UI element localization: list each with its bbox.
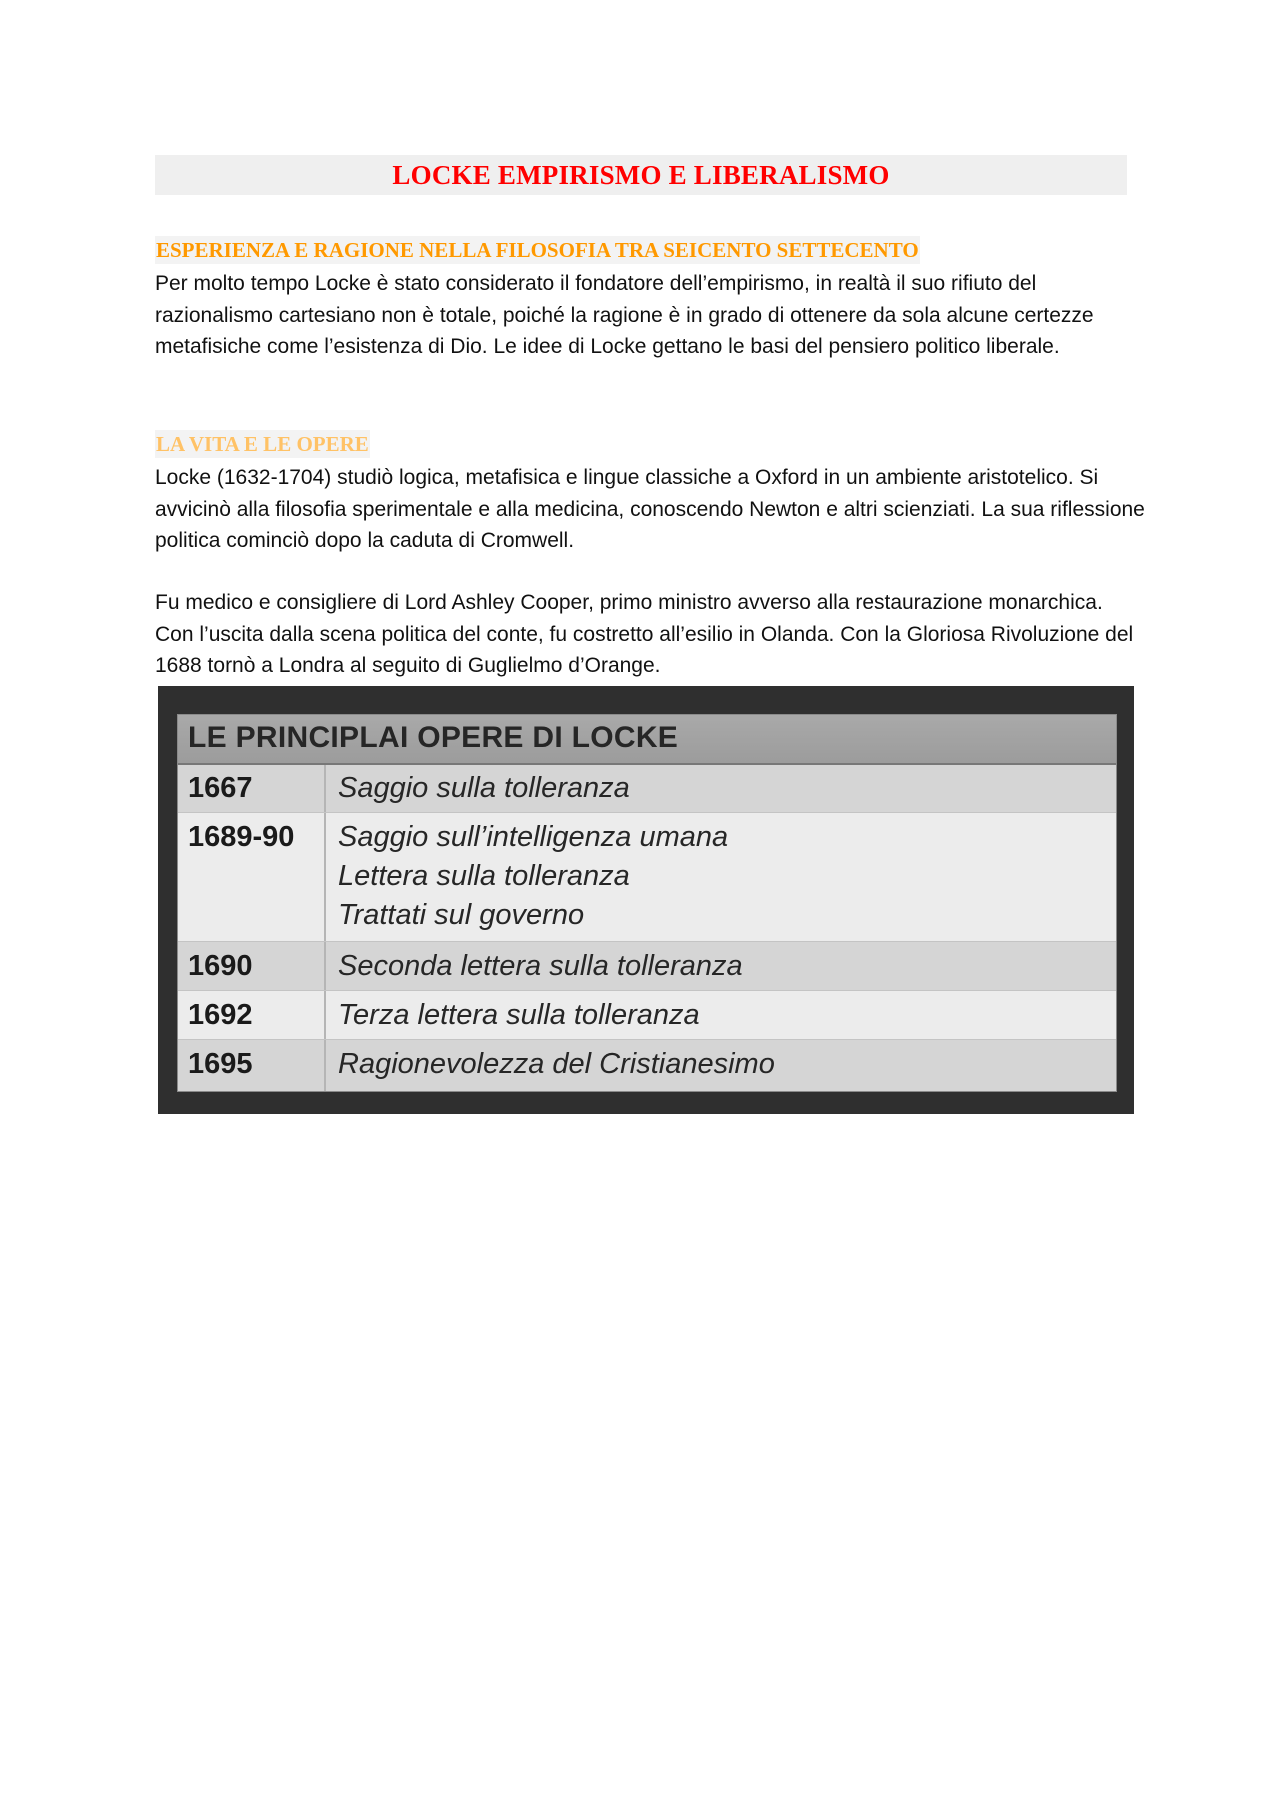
table-row [178,1040,1116,1091]
table-cell-year [178,942,326,990]
opere-table-header [178,715,1116,765]
opera-title: Saggio sulla tolleranza [338,772,630,804]
opera-title: Trattati sul governo [338,899,585,931]
table-cell-titles [338,1045,775,1084]
table-cell-year [178,991,326,1039]
table-row [178,942,1116,991]
opere-table-image [158,686,1134,1114]
opera-title: Lettera sulla tolleranza [338,860,630,892]
table-row [178,991,1116,1040]
table-row [178,765,1116,813]
opera-title: Saggio sull’intelligenza umana [338,821,729,853]
table-cell-titles [338,947,743,986]
title-banner [155,155,1127,195]
paragraph-esilio: Fu medico e consigliere di Lord Ashley Cooper, primo ministro avverso alla restaurazione monarchica. Con l’uscita dalla scena politica del conte, fu costretto all’esilio in Olanda. Con la Gloriosa Rivoluzione del 1688 tornò a Londra al seguito di Guglielmo d’Orange. [155,591,1134,677]
table-cell-titles [338,818,728,935]
paragraph-vita: Locke (1632-1704) studiò logica, metafisica e lingue classiche a Oxford in un ambiente aristotelico. Si avvicinò alla filosofia sperimentale e alla medicina, conoscendo Newton e altri scienziati. La sua riflessione politica cominciò dopo la caduta di Cromwell. [155,466,1145,552]
year-text: 1690 [188,950,253,982]
opera-title: Seconda lettera sulla tolleranza [338,950,743,982]
table-cell-year [178,765,326,812]
year-text: 1692 [188,999,253,1031]
year-text: 1689-90 [188,821,295,853]
table-cell-titles [338,996,700,1035]
opere-table [177,714,1117,1092]
year-text: 1695 [188,1048,253,1080]
table-cell-year [178,1040,326,1091]
paragraph-empirismo: Per molto tempo Locke è stato considerato il fondatore dell’empirismo, in realtà il suo rifiuto del razionalismo cartesiano non è totale, poiché la ragione è in grado di ottenere da sola alcune certezze metafisiche come l’esistenza di Dio. Le idee di Locke gettano le basi del pensiero politico liberale. [155,272,1094,358]
opera-title: Terza lettera sulla tolleranza [338,999,700,1031]
section-heading-vita-opere: LA VITA E LE OPERE [156,432,369,456]
year-text: 1667 [188,772,253,804]
table-cell-titles [338,769,630,808]
section-heading-esperienza: ESPERIENZA E RAGIONE NELLA FILOSOFIA TRA SEICENTO SETTECENTO [156,238,919,262]
document-title: LOCKE EMPIRISMO E LIBERALISMO [392,160,890,190]
table-row [178,813,1116,942]
opere-table-title: LE PRINCIPLAI OPERE DI LOCKE [188,721,679,754]
opera-title: Ragionevolezza del Cristianesimo [338,1048,775,1080]
table-cell-year [178,813,326,941]
